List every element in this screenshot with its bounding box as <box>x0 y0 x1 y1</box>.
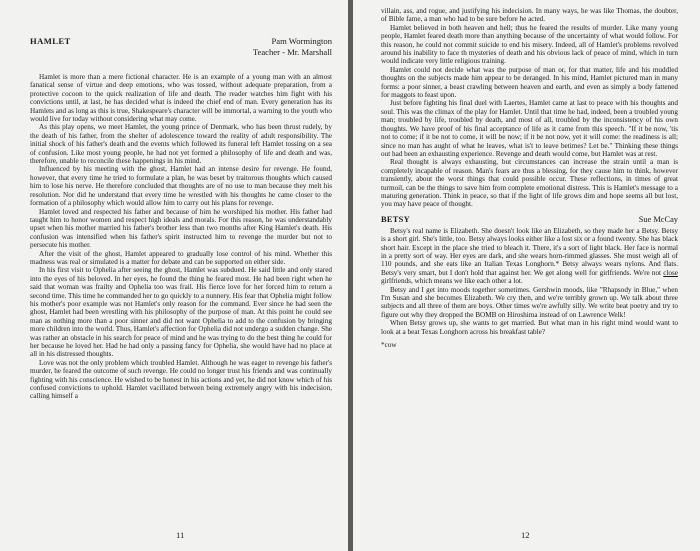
section-header <box>381 215 678 224</box>
essay-header <box>30 36 332 46</box>
underlined-word: close <box>663 268 679 277</box>
paragraph-text: girlfriends, which means we like each other a lot. <box>381 277 523 286</box>
paragraph: In his first visit to Ophelia after seeing the ghost, Hamlet was subdued. He said little and only stared into the eyes of his beloved. In her eyes, he found the thing he feared most. He had been right when he said that woman was frailty and Ophelia too was frail. His fierce love for her forced him to return a second time. This time he commanded her to go quickly to a nunnery. His fear that Ophelia might follow his mother's poor example was not Hamlet's only reason for the command. Ever since he had seen the ghost, Hamlet had been wrestling with his philosophy of the purpose of man. At this point he could see man as nothing more than a poor sinner and did not want Ophelia to add to the confusion by bringing more children into the world. Thus, Hamlet's affection for Ophelia did not undergo a sudden change. She was rather an obstacle in his search for peace of mind and he was trying to do the best thing he could for her because he loved her. Had he had only a passing fancy for Ophelia, she would have had no place at all in his distressed thoughts. <box>30 266 332 359</box>
paragraph: Hamlet could not decide what was the purpose of man or, for that matter, life and his muddled thoughts on the subjects made him appear to be deranged. In his mind, Hamlet pictured man in many forms: a poor sinner, a beast crawling between heaven and earth, and even as simply a body fattened for maggots to feast upon. <box>381 65 678 100</box>
page-number: 11 <box>176 530 185 540</box>
paragraph: Real thought is always exhausting, but circumstances can increase the strain until a man is completely incapable of reason. Man's fears are thus a blessing, for they cause him to think, however transiently, about the worst things that could possible occur. These reflections, in times of great turmoil, can be the things to save him from complete emotional distress. This is Hamlet's message to a maturing generation. Think in peace, so that if the light of life grows dim and hope seems all but lost, you may have peace of thought. <box>381 158 678 209</box>
betsy-body <box>381 227 678 336</box>
paragraph-text: Betsy's real name is Elizabeth. She doesn't look like an Elizabeth, so they made her a Betsy. Betsy is a short girl. She's little, too. Betsy always looks either like a lost six or a found twenty. She has black short hair. Except in the place she tried to bleach it. There, it's a sort of light black. Her face is normal in a pretty sort of way. Her eyes are dark, and she wears horn-rimmed glasses. She must weigh all of 110 pounds, and she eats like an Italian Texas Longhorn.* Betsy always wears nylons. And flats. Betsy's very smart, but I don't hold that against her. We get along well for girlfriends. We're not <box>381 226 678 277</box>
paragraph: Love was not the only problem which troubled Hamlet. Although he was eager to revenge his father's murder, he feared the outcome of such revenge. He could no longer trust his friends and was continually fighting with his conscience. He wished to be honest in his actions and yet, he did not know which of his confused convictions to uphold. Hamlet vacillated between being extremely angry with his indecision, calling himself a <box>30 358 332 401</box>
paragraph: Hamlet believed in both heaven and hell; thus he feared the results of murder. Like many young people, Hamlet feared death more than anything because of the uncertainty of what would follow. For this reason, he could not commit suicide to end his misery. Indeed, all of Hamlet's problems revolved around his inability to face th mysteries of death and his obvious lack of peace of mind, which in turn would indicate very little religious training. <box>381 23 678 66</box>
essay-author: Pam Wormington <box>271 36 332 46</box>
paragraph: villain, ass, and rogue, and justifying his indecision. In many ways, he was like Thomas, the doubter, of Bible fame, a man who had to be sure before he acted. <box>381 7 678 24</box>
section-title: BETSY <box>381 214 410 224</box>
section-author: Sue McCay <box>638 214 678 224</box>
paragraph: When Betsy grows up, she wants to get married. But what man in his right mind would want to look at a beat Texas Longhorn across his breakfast table? <box>381 319 678 336</box>
essay-body <box>30 73 332 401</box>
paragraph: Influenced by his meeting with the ghost, Hamlet had an intense desire for revenge. He found, however, that every time he tried to formulate a plan, he was beset by traitorous thoughts which caused him to lose his nerve. He therefore concluded that thoughts are of no use to man because they melt his resolution. Nor did he understand that every time he wrestled with his thoughts he came closer to the formation of a philosophy which would allow him to carry out his plans for revenge. <box>30 165 332 208</box>
paragraph: As this play opens, we meet Hamlet, the young prince of Denmark, who has been thrust rudely, by the death of his father, from the shelter of adolescence toward the reality of adult responsibility. The initial shock of his father's death and the events which followed its funeral left Hamlet tossing on a sea of confusion. Like most young people, he had not yet formed a philosophy of life and death and was, therefore, unable to reconcile these happenings in his mind. <box>30 123 332 166</box>
footnote: *cow <box>381 341 397 350</box>
left-page <box>0 0 348 551</box>
paragraph: Just before fighting his final duel with Laertes, Hamlet came at last to peace with his thoughts and soul. This was the climax of the play for Hamlet. Until that time he had, indeed, been a troubled young man; troubled by life, troubled by death, and most of all, troubled by the inconsistency of his own thoughts. We have proof of his final acceptance of life as it came from this speech. "If it be now, 'tis not to come; if it be not to come, it will be now; if it be not now, yet it will come: the readiness is all; since no man has aught of what he leaves, what is't to leave betimes? Let be." Thinking these things out had been an exhausting experience. Revenge and death would come, but Hamlet was at rest. <box>381 99 678 158</box>
paragraph: Hamlet loved and respected his father and because of him he worshiped his mother. His father had taught him to honor women and respect high ideals and morals. For this reason, he was understandably upset when his mother married his father's brother less than two months after King Hamlet's death. His confusion was intensified when his father's spirit instructed him to revenge the murder but not to persecute his mother. <box>30 207 332 250</box>
essay-teacher: Teacher - Mr. Marshall <box>252 47 332 57</box>
paragraph: After the visit of the ghost, Hamlet appeared to gradually lose control of his mind. Whether this madness was real or simulated is a matter for debate and can be supported on either side. <box>30 249 332 266</box>
paragraph <box>381 227 678 286</box>
paragraph: Betsy and I get into moods together sometimes. Gershwin moods, like "Rhapsody in Blue," when I'm Susan and she becomes Elizabeth. We cry then, and we're terribly grown up. We talk about three subjects and all three of them are boys. Other times we're awfully silly. We write beat poetry and try to figure out why they dropped the BOMB on Hiroshima instead of on Lawrence Welk! <box>381 285 678 319</box>
essay-title: HAMLET <box>30 36 71 46</box>
essay-continuation <box>381 7 678 209</box>
right-page <box>353 0 700 551</box>
page-number: 12 <box>521 530 530 540</box>
paragraph: Hamlet is more than a mere fictional character. He is an example of a young man with an almost fanatical sense of virtue and deep emotions, who was tossed, without adequate preparation, from a protective cocoon to the quick realization of life and death. The reader watches him fight with his convictions until, at last, he has decided what is indeed the chief end of man. Every generation has its Hamlets and as long as this is true, Shakespeare's character will be immortal, a warning to the youth who would live for today without considering what may come. <box>30 73 332 124</box>
